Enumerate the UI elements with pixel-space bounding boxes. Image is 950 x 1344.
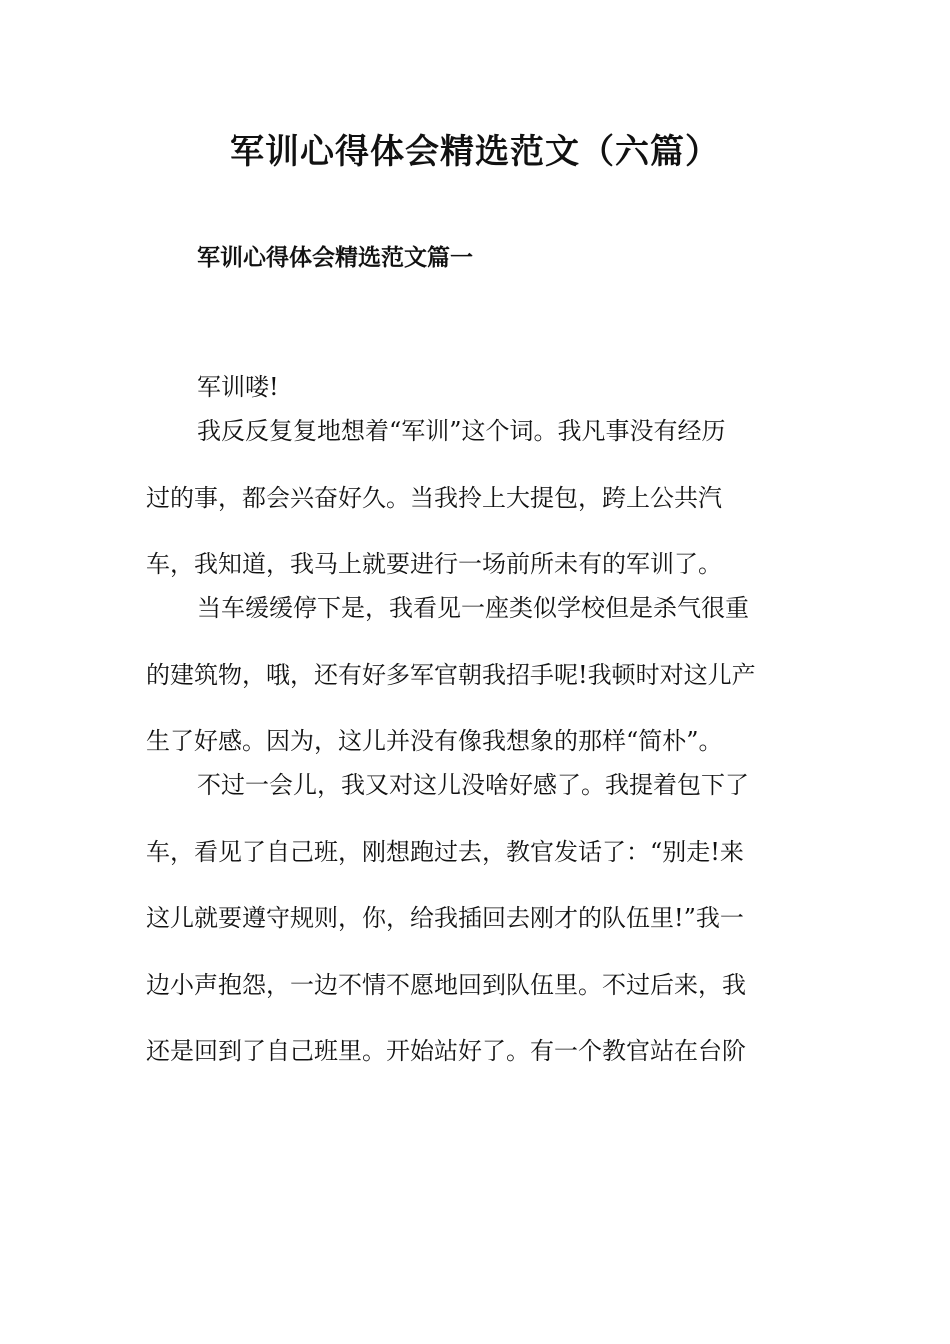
paragraph-line: 车，看见了自己班，刚想跑过去，教官发话了：“别走!来 <box>146 837 744 866</box>
paragraph-line: 生了好感。因为，这儿并没有像我想象的那样“简朴”。 <box>146 727 723 755</box>
body-text <box>146 368 806 1099</box>
paragraph-line: 还是回到了自己班里。开始站好了。有一个教官站在台阶 <box>146 1037 746 1065</box>
paragraph-line: 的建筑物，哦，还有好多军官朝我招手呢!我顿时对这儿产 <box>146 660 756 689</box>
paragraph-line: 当车缓缓停下是，我看见一座类似学校但是杀气很重 <box>197 594 749 622</box>
paragraph-line: 这儿就要遵守规则，你，给我插回去刚才的队伍里!”我一 <box>146 904 744 932</box>
paragraph-line: 我反反复复地想着“军训”这个词。我凡事没有经历 <box>197 417 726 445</box>
section-heading: 军训心得体会精选范文篇一 <box>197 245 473 271</box>
paragraph-line: 不过一会儿，我又对这儿没啥好感了。我提着包下了 <box>197 771 749 799</box>
paragraph-line: 过的事，都会兴奋好久。当我拎上大提包，跨上公共汽 <box>146 483 722 512</box>
paragraph-line: 边小声抱怨，一边不情不愿地回到队伍里。不过后来，我 <box>146 970 746 999</box>
paragraph-line: 车，我知道，我马上就要进行一场前所未有的军训了。 <box>146 550 722 578</box>
paragraph-line: 军训喽! <box>197 373 279 401</box>
document-title: 军训心得体会精选范文（六篇） <box>230 132 720 172</box>
